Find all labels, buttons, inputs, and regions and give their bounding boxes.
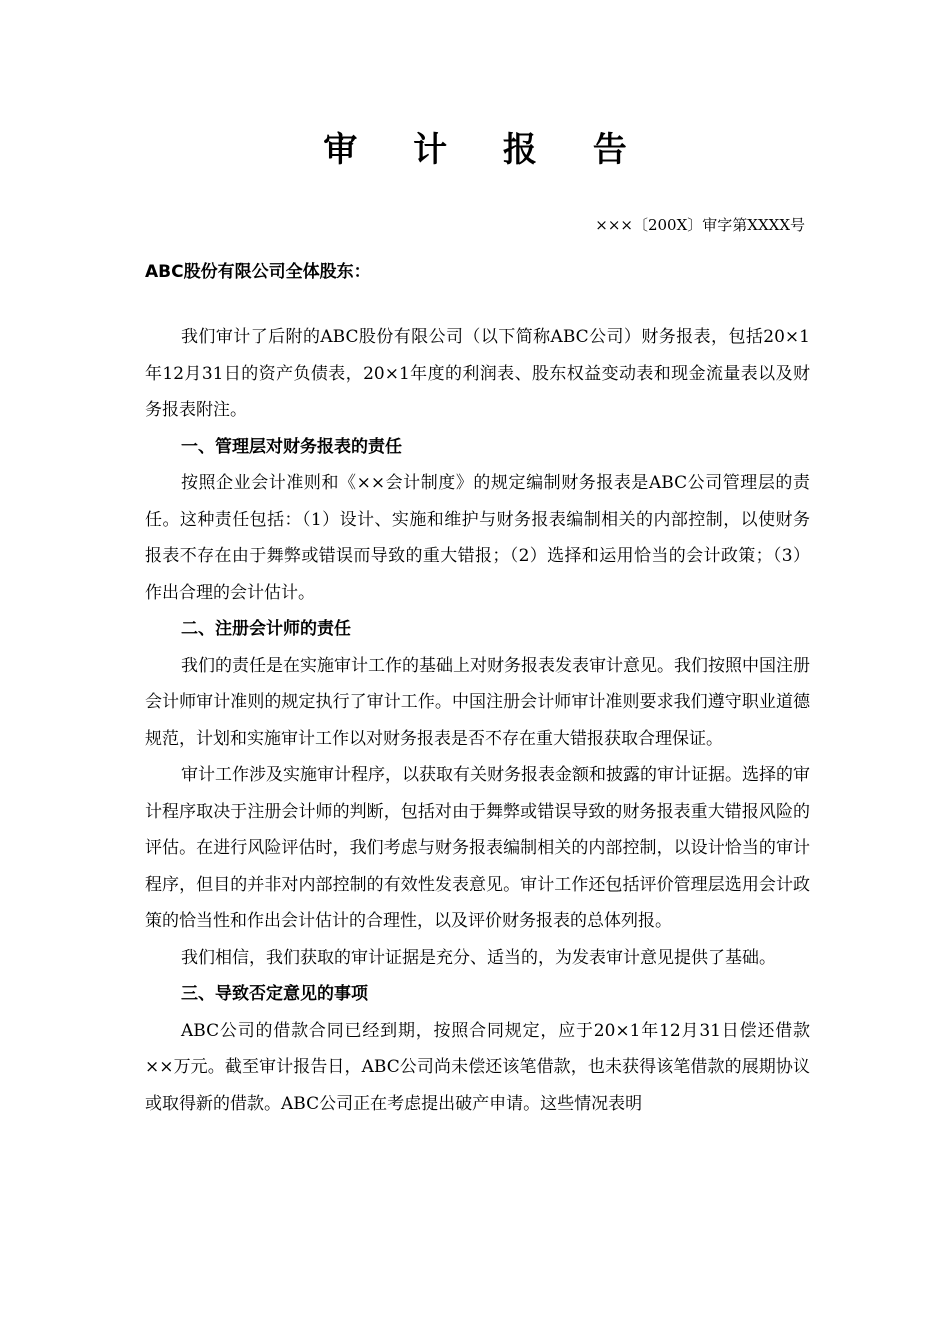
salutation: ABC股份有限公司全体股东： <box>145 262 371 282</box>
section-heading-adverse-opinion-basis: 三、导致否定意见的事项 <box>181 984 368 1004</box>
section-heading-auditor-responsibility: 二、注册会计师的责任 <box>181 619 351 639</box>
document-body <box>145 254 810 1122</box>
paragraph-auditor-responsibility-3: 我们相信，我们获取的审计证据是充分、适当的，为发表审计意见提供了基础。 <box>181 947 776 968</box>
paragraph-management-responsibility: 按照企业会计准则和《××会计制度》的规定编制财务报表是ABC公司管理层的责任。这种责任包括：（1）设计、实施和维护与财务报表编制相关的内部控制，以使财务报表不存在由于舞弊或错误而导致的重大错报；（2）选择和运用恰当的会计政策；（3）作出合理的会计估计。 <box>145 473 810 603</box>
paragraph-auditor-responsibility-1: 我们的责任是在实施审计工作的基础上对财务报表发表审计意见。我们按照中国注册会计师审计准则的规定执行了审计工作。中国注册会计师审计准则要求我们遵守职业道德规范，计划和实施审计工作以对财务报表是否不存在重大错报获取合理保证。 <box>145 655 810 749</box>
paragraph-auditor-responsibility-2: 审计工作涉及实施审计程序，以获取有关财务报表金额和披露的审计证据。选择的审计程序取决于注册会计师的判断，包括对由于舞弊或错误导致的财务报表重大错报风险的评估。在进行风险评估时，我们考虑与财务报表编制相关的内部控制，以设计恰当的审计程序，但目的并非对内部控制的有效性发表意见。审计工作还包括评价管理层选用会计政策的恰当性和作出会计估计的合理性，以及评价财务报表的总体列报。 <box>145 765 810 931</box>
section-heading-management-responsibility: 一、管理层对财务报表的责任 <box>181 436 402 457</box>
report-number: ×××〔200X〕审字第XXXX号 <box>595 216 805 234</box>
paragraph-adverse-opinion-basis: ABC公司的借款合同已经到期，按照合同规定，应于20×1年12月31日偿还借款××万元。截至审计报告日，ABC公司尚未偿还该笔借款，也未获得该笔借款的展期协议或取得新的借款。ABC公司正在考虑提出破产申请。这些情况表明 <box>145 1020 810 1114</box>
intro-paragraph: 我们审计了后附的ABC股份有限公司（以下简称ABC公司）财务报表，包括20×1年12月31日的资产负债表，20×1年度的利润表、股东权益变动表和现金流量表以及财务报表附注。 <box>145 327 810 420</box>
document-title: 审 计 报 告 <box>323 130 649 170</box>
